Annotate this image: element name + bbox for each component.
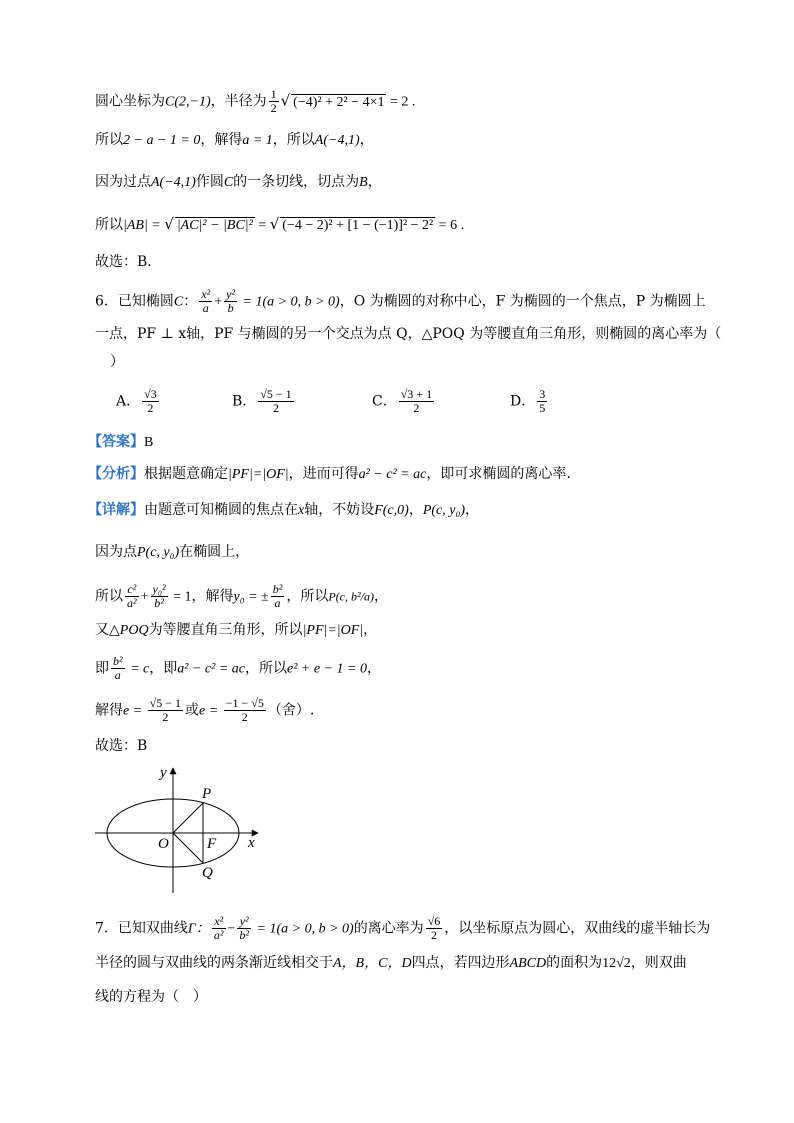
math-value: 12√2	[602, 956, 631, 971]
fraction	[125, 583, 139, 610]
question-6-line-3	[110, 352, 124, 372]
fraction	[237, 915, 251, 942]
frac-den: 2	[162, 710, 169, 724]
text: ，所以	[245, 660, 287, 677]
frac-den: a	[114, 668, 121, 682]
question-6-line-2	[95, 324, 721, 344]
frac-num: 1	[270, 87, 277, 101]
question-number: 7．已知双曲线	[95, 920, 188, 937]
text: ：	[183, 293, 198, 310]
frac-num: y²	[237, 915, 251, 929]
option-fraction	[537, 388, 547, 415]
frac-num: √6	[427, 914, 441, 928]
text: ，	[464, 502, 479, 518]
fraction	[111, 655, 125, 682]
fraction	[224, 697, 266, 724]
math-plus: +	[214, 294, 223, 310]
text: 半径的圆与双曲线的两条渐近线相交于	[95, 955, 333, 971]
text: ，解得	[191, 588, 234, 605]
detail-line-4	[95, 620, 377, 641]
segment-oq	[173, 833, 203, 863]
math-symbol: C	[223, 175, 234, 190]
text: ，半径为	[210, 93, 267, 110]
text: ，解得	[200, 132, 243, 148]
text: ，	[363, 622, 378, 638]
frac-num: √5 − 1	[260, 387, 292, 401]
frac-den: 2	[272, 401, 279, 415]
frac-den: b	[227, 301, 234, 315]
text: ，	[359, 132, 374, 148]
option-b[interactable]	[232, 388, 296, 415]
text: 作圆	[195, 174, 224, 190]
math-symbol: B	[359, 175, 368, 190]
frac-num: √3 + 1	[400, 387, 433, 401]
math-minus: −	[227, 921, 236, 937]
math-result: = 2 .	[386, 94, 416, 110]
detail-line-6	[95, 697, 314, 724]
fraction-y	[224, 288, 237, 315]
fraction	[426, 915, 443, 942]
frac-num: b²	[113, 654, 123, 668]
frac-num: −1 − √5	[225, 696, 264, 710]
frac-num: 3	[539, 387, 546, 401]
option-fraction	[258, 388, 293, 415]
solution-line-radius	[95, 88, 415, 115]
math-expression: e² + e − 1 = 0	[287, 661, 367, 677]
text: 为等腰直角三角形，所以	[148, 622, 303, 638]
text: 轴，不妨设	[304, 502, 375, 518]
sqrt-content: (−4 − 2)² + [1 − (−1)]² − 2²	[282, 218, 434, 233]
answer-text: B	[144, 435, 154, 450]
label-f: F	[207, 836, 217, 852]
frac-den: 5	[539, 401, 546, 415]
math-plus: +	[140, 589, 149, 605]
sqrt-sign: √	[164, 215, 174, 233]
frac-num: x²	[212, 915, 226, 929]
detail-tag: 【详解】	[88, 502, 144, 518]
ellipse-diagram	[90, 760, 270, 900]
text: （舍）.	[267, 702, 315, 719]
text: 解得	[95, 702, 123, 719]
fraction-x	[199, 288, 212, 315]
option-d[interactable]	[510, 388, 549, 415]
solution-line-choice	[95, 252, 152, 272]
frac-den: a²	[213, 928, 224, 942]
option-a[interactable]	[116, 388, 161, 415]
math-symbol: C	[173, 294, 184, 310]
solution-line-ab-length	[95, 214, 464, 236]
math-result: = 6 .	[435, 218, 465, 233]
text: 即	[95, 660, 109, 677]
solution-line-a-value	[95, 130, 374, 151]
frac-num: b²	[272, 582, 283, 596]
option-label: C．	[372, 393, 397, 410]
frac-den: a²	[127, 596, 137, 610]
segment-op	[173, 803, 203, 833]
option-fraction	[142, 388, 159, 415]
text: ，O 为椭圆的对称中心，F 为椭圆的一个焦点，P 为椭圆上	[339, 293, 706, 310]
math-condition: = 1(a > 0, b > 0)	[239, 294, 340, 310]
question-number: 6．已知椭圆	[95, 293, 174, 310]
math-expression: |PF|=|OF|	[302, 623, 364, 638]
math-expression: = c	[126, 661, 150, 677]
fraction	[271, 583, 285, 610]
text: ，即	[149, 660, 178, 677]
text: 线的方程为（ ）	[95, 989, 207, 1005]
fraction	[148, 697, 183, 724]
math-symbol: ABCD	[509, 956, 547, 971]
question-7-line-1	[95, 915, 710, 942]
math-equals: = 1	[169, 589, 192, 605]
detail-line-1	[88, 500, 479, 521]
frac-den: a	[274, 596, 281, 610]
math-point: P(c, y₀)	[422, 503, 465, 518]
detail-line-5	[95, 655, 381, 682]
math-point: P(c, y₀)	[137, 545, 180, 560]
text: 根据题意确定	[144, 466, 228, 482]
sqrt-content: (−4)² + 2² − 4×1	[293, 94, 385, 110]
text: 在椭圆上，	[179, 544, 250, 560]
text: 或	[185, 702, 200, 719]
text: 所以	[95, 217, 123, 233]
analysis-tag: 【分析】	[88, 466, 144, 482]
question-7-line-3	[95, 987, 207, 1007]
text: 的面积为	[546, 955, 603, 971]
math-equals: =	[254, 218, 270, 233]
math-point: A(−4,1)	[314, 133, 360, 148]
sqrt-content: |AC|² − |BC|²	[176, 218, 253, 233]
label-q: Q	[202, 865, 213, 881]
text: 四点，若四边形	[411, 955, 510, 971]
text: 一点，PF ⊥ x轴，PF 与椭圆的另一个交点为点 Q，△POQ 为等腰直角三角形，则椭圆的离心率为（	[95, 326, 722, 342]
text: ，	[408, 502, 423, 518]
math-expression: e =	[123, 703, 146, 719]
label-y: y	[160, 765, 167, 781]
option-label: A．	[116, 393, 141, 410]
math-expression: e =	[199, 703, 222, 719]
text: 故选：B.	[95, 254, 152, 270]
math-center: C(2,−1)	[165, 94, 211, 110]
frac-den: b²	[154, 596, 164, 610]
text: ，	[367, 174, 382, 190]
text: ，以坐标原点为圆心，双曲线的虚半轴长为	[444, 920, 711, 937]
math-expression: a² − c² = ac	[358, 467, 427, 482]
option-fraction	[399, 388, 434, 415]
math-condition: = 1(a > 0, b > 0)	[253, 921, 354, 937]
text: ，	[373, 588, 388, 605]
math-point: A(−4,1)	[151, 175, 196, 190]
text: 故选：B	[95, 738, 148, 754]
frac-num: √3	[144, 387, 157, 401]
text: ，进而可得	[288, 466, 359, 482]
frac-num: y₀²	[152, 582, 166, 596]
label-o: O	[158, 836, 169, 852]
fraction	[212, 915, 226, 942]
math-point: P(c, b²/a)	[328, 589, 374, 604]
math-expression: a² − c² = ac	[177, 661, 245, 677]
detail-line-7	[95, 736, 147, 756]
math-equation: 2 − a − 1 = 0	[123, 133, 201, 148]
text: 圆心坐标为	[95, 93, 165, 110]
math-equation: a = 1	[242, 133, 273, 148]
question-6-line-1	[95, 288, 706, 315]
text: ，所以	[272, 132, 315, 148]
math-symbol: POQ	[119, 623, 149, 638]
option-label: B．	[232, 393, 257, 410]
text: ，所以	[286, 588, 329, 605]
question-7-line-2	[95, 953, 687, 974]
fraction-half	[269, 88, 279, 115]
solution-line-tangent	[95, 172, 382, 193]
text: ，则双曲	[630, 955, 687, 971]
math-symbol: x	[298, 503, 305, 518]
math-points: A，B，C，D	[333, 956, 412, 971]
frac-den: 2	[430, 928, 437, 942]
text: 因为点	[95, 544, 137, 560]
text: 所以	[95, 588, 123, 605]
detail-line-2	[95, 542, 249, 563]
text: ，即可求椭圆的离心率.	[426, 466, 571, 482]
fraction	[151, 583, 168, 610]
math-expression: y₀ = ±	[233, 589, 269, 605]
frac-den: 2	[147, 401, 154, 415]
sqrt-sign: √	[269, 215, 280, 233]
text: 由题意可知椭圆的焦点在	[144, 502, 298, 518]
frac-den: 2	[413, 401, 420, 415]
math-symbol: Γ：	[187, 921, 210, 937]
math-expression: |AB| =	[123, 218, 165, 233]
frac-num: c²	[125, 583, 139, 597]
frac-den: b²	[239, 928, 250, 942]
text: 所以	[95, 132, 123, 148]
detail-line-3	[95, 583, 388, 610]
text: 的离心率为	[353, 920, 424, 937]
frac-den: 2	[270, 101, 277, 115]
math-expression: |PF|=|OF|	[228, 467, 289, 482]
sqrt-sign: √	[280, 91, 291, 110]
frac-num: x²	[201, 287, 211, 301]
math-point: F(c,0)	[374, 503, 409, 518]
label-x: x	[248, 835, 255, 851]
option-label: D．	[510, 393, 536, 410]
text: ）	[110, 354, 124, 370]
frac-num: y²	[226, 287, 236, 301]
text: 的一条切线，切点为	[233, 174, 360, 190]
frac-den: a	[202, 301, 209, 315]
analysis-line	[88, 464, 571, 485]
text: 又△	[95, 622, 120, 638]
label-p: P	[202, 786, 212, 802]
option-c[interactable]	[372, 388, 436, 415]
answer-line	[88, 432, 153, 453]
frac-num: √5 − 1	[149, 696, 182, 710]
frac-den: 2	[241, 710, 248, 724]
text: 因为过点	[95, 174, 151, 190]
text: ，	[366, 660, 381, 677]
answer-tag: 【答案】	[88, 434, 144, 450]
